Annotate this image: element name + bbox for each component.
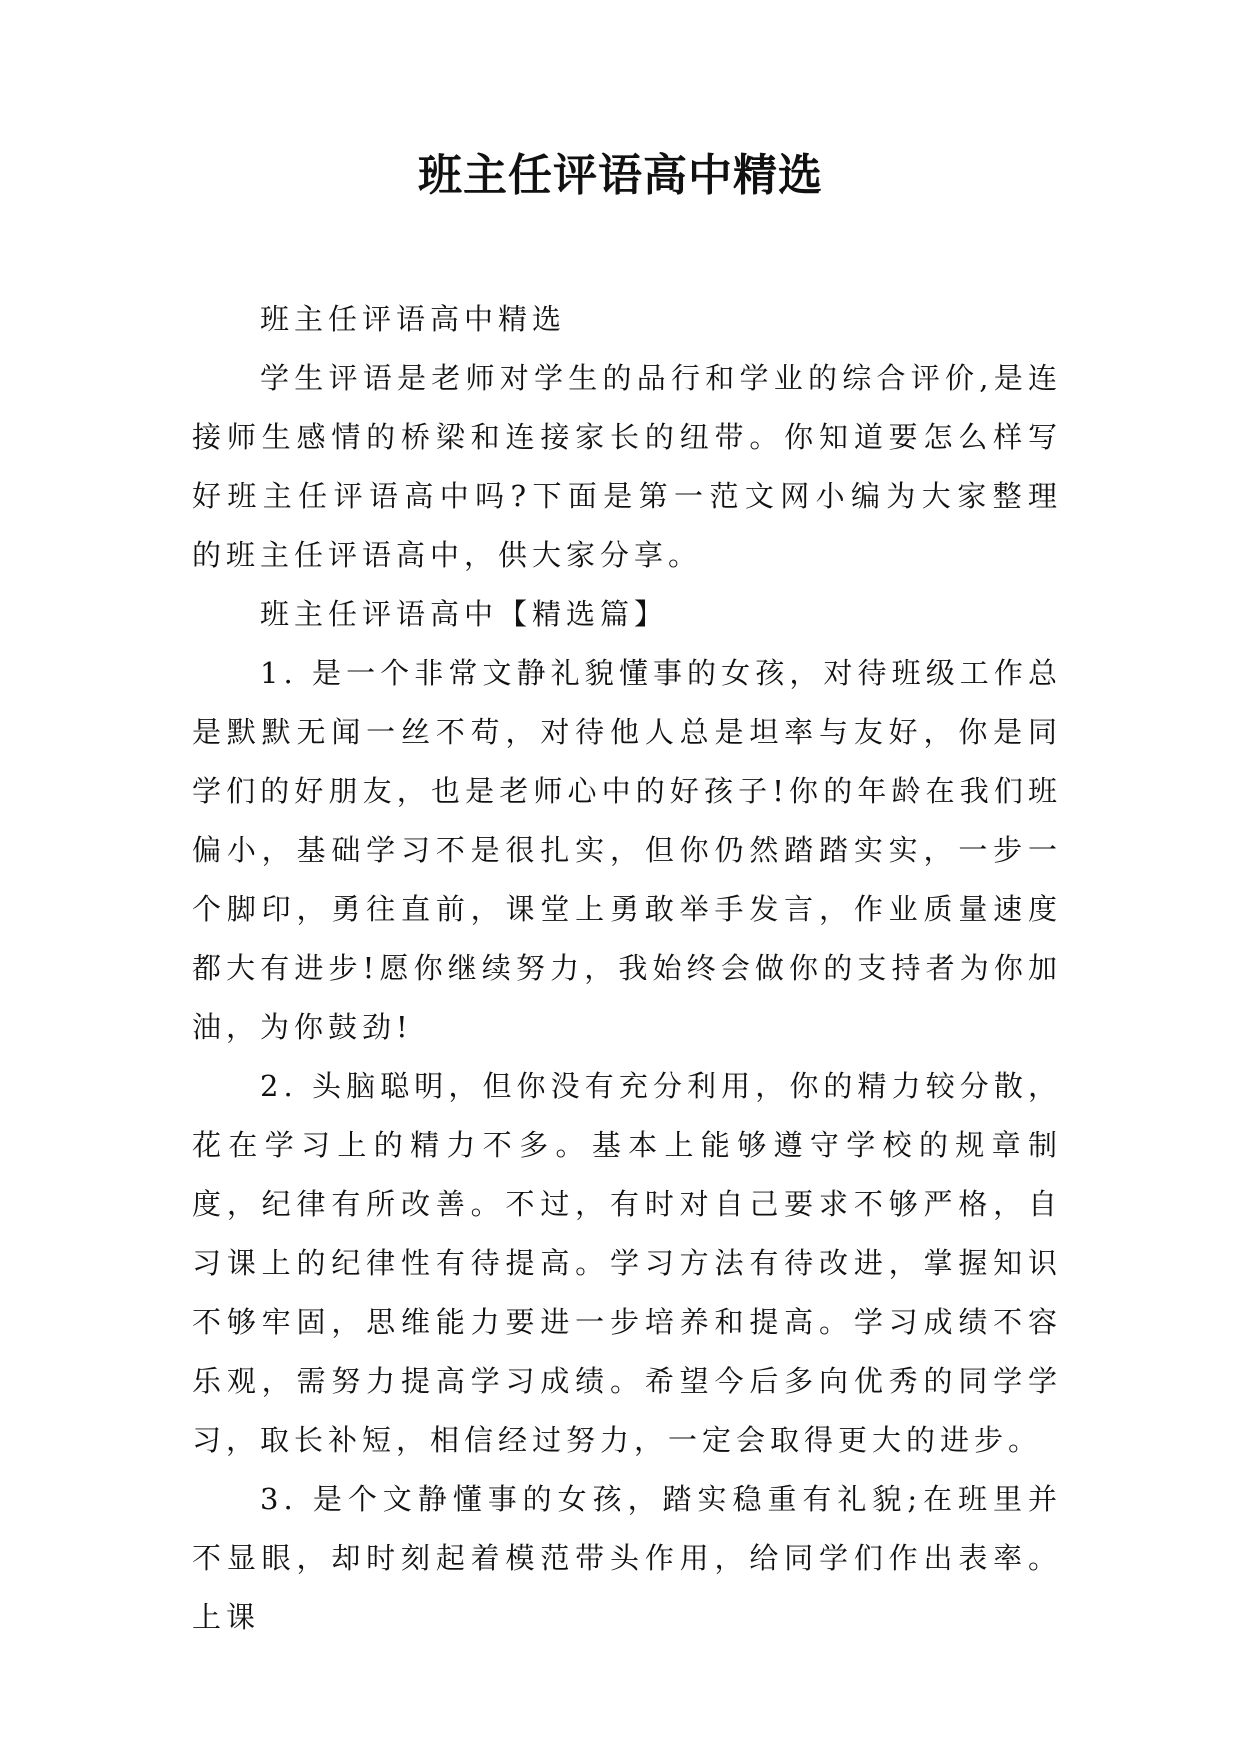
document-title: 班主任评语高中精选 (418, 150, 823, 201)
intro-paragraph: 学生评语是老师对学生的品行和学业的综合评价,是连接师生感情的桥梁和连接家长的纽带。你知道要怎么样写好班主任评语高中吗?下面是第一范文网小编为大家整理的班主任评语高中，供大家分享。 (192, 361, 1062, 572)
subtitle-paragraph: 班主任评语高中精选 (260, 302, 567, 336)
comment-paragraph-2: 2. 头脑聪明，但你没有充分利用，你的精力较分散，花在学习上的精力不多。基本上能够遵守学校的规章制度，纪律有所改善。不过，有时对自己要求不够严格，自习课上的纪律性有待提高。学习方法有待改进，掌握知识不够牢固，思维能力要进一步培养和提高。学习成绩不容乐观，需努力提高学习成绩。希望今后多向优秀的同学学习，取长补短，相信经过努力，一定会取得更大的进步。 (192, 1069, 1062, 1457)
comment-paragraph-3: 3. 是个文静懂事的女孩，踏实稳重有礼貌;在班里并不显眼，却时刻起着模范带头作用，给同学们作出表率。上课 (192, 1482, 1062, 1634)
document-body (192, 290, 1062, 1647)
section-heading: 班主任评语高中【精选篇】 (260, 597, 669, 631)
comment-paragraph-1: 1. 是一个非常文静礼貌懂事的女孩，对待班级工作总是默默无闻一丝不苟，对待他人总是坦率与友好，你是同学们的好朋友，也是老师心中的好孩子!你的年龄在我们班偏小，基础学习不是很扎实，但你仍然踏踏实实，一步一个脚印，勇往直前，课堂上勇敢举手发言，作业质量速度都大有进步!愿你继续努力，我始终会做你的支持者为你加油，为你鼓劲! (192, 656, 1062, 1044)
